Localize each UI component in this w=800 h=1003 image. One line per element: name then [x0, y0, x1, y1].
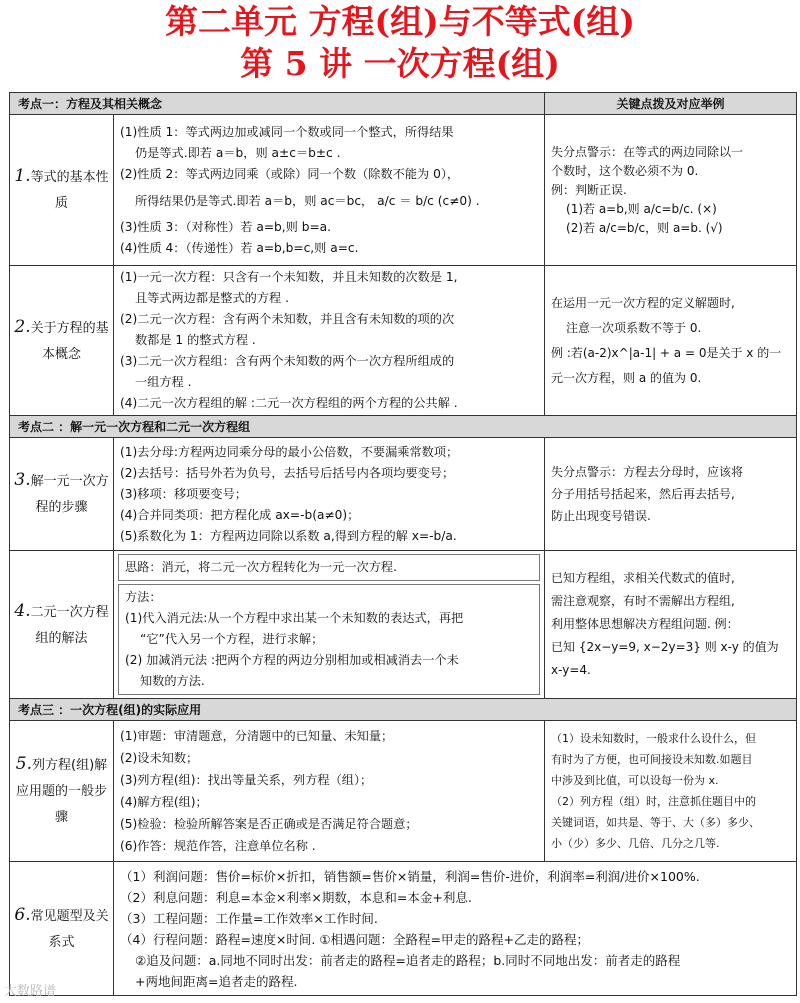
row-label-1: 1.等式的基本性质 — [10, 115, 114, 266]
row-content-5: (1)审题：审清题意，分清题中的已知量、未知量； (2)设未知数； (3)列方程(组)：找出等量关系，列方程（组）； (4)解方程(组)； (5)检验：检验所解答案是否正确或是否满足符合题意； (6)作答：规范作答，注意单位名称 . — [114, 721, 545, 862]
row-content-6: （1）利润问题：售价=标价×折扣，销售额=售价×销量，利润=售价-进价，利润率=利润/进价×100%. （2）利息问题：利息=本金×利率×期数，本息和=本金+利息. （3）工程问题：工作量=工作效率×工作时间. （4）行程问题：路程=速度×时间. ①相遇问题：全路程=甲走的路程+乙走的路程； ②追及问题：a.同地不同时出发：前者走的路程=追者走的路程；b.同时不同地出发：前者走的路程 +两地间距离=追者走的路程. — [114, 862, 797, 996]
row-note-1: 失分点警示：在等式的两边同除以一 个数时，这个数必须不为 0. 例：判断正误. (1)若 a=b,则 a/c=b/c. (×) (2)若 a/c=b/c，则 a=b. (√) — [545, 115, 797, 266]
row-content-3: (1)去分母:方程两边同乘分母的最小公倍数，不要漏乘常数项； (2)去括号：括号外若为负号，去括号后括号内各项均要变号； (3)移项：移项要变号； (4)合并同类项：把方程化成 ax=-b(a≠0)； (5)系数化为 1：方程两边同除以系数 a,得到方程的解 x=-b/a. — [114, 438, 545, 551]
row-content-1: (1)性质 1：等式两边加或减同一个数或同一个整式，所得结果 仍是等式.即若 a＝b，则 a±c＝b±c . (2)性质 2：等式两边同乘（或除）同一个数（除数不能为 0）， 所得结果仍是等式.即若 a＝b，则 ac＝bc， a/c ＝ b/c (c≠0) . (3)性质 3：（对称性）若 a=b,则 b=a. (4)性质 4：（传递性）若 a=b,b=c,则 a=c. — [114, 115, 545, 266]
row-note-2: 在运用一元一次方程的定义解题时, 注意一次项系数不等于 0. 例 :若(a-2)x^|a-1| + a = 0是关于 x 的一 元一次方程，则 a 的值为 0. — [545, 266, 797, 416]
lesson-title: 第 5 讲 一次方程(组) — [240, 44, 560, 83]
row-label-5: 5.列方程(组)解应用题的一般步骤 — [10, 721, 114, 862]
right-column-header: 关键点拨及对应举例 — [545, 93, 797, 115]
row-label-4: 4.二元一次方程组的解法 — [10, 551, 114, 699]
row-label-2: 2.关于方程的基本概念 — [10, 266, 114, 416]
solution-method-box: 方法： (1)代入消元法:从一个方程中求出某一个未知数的表达式，再把 “它”代入另一个方程，进行求解； (2) 加减消元法 :把两个方程的两边分别相加或相减消去一个未 知数的方法. — [118, 584, 540, 695]
watermark: 大数路谱 — [4, 984, 57, 999]
row-label-6: 6.常见题型及关系式 — [10, 862, 114, 996]
row-note-5: （1）设未知数时，一般求什么设什么，但 有时为了方便，也可间接设未知数.如题目 中涉及到比值，可以设每一份为 x. （2）列方程（组）时，注意抓住题目中的 关键词语，如共是、等于、大（多）多少、 小（少）多少、几倍、几分之几等. — [545, 721, 797, 862]
row-content-2: (1)一元一次方程：只含有一个未知数，并且未知数的次数是 1, 且等式两边都是整式的方程 . (2)二元一次方程：含有两个未知数，并且含有未知数的项的次 数都是 1 的整式方程 . (3)二元一次方程组：含有两个未知数的两个一次方程所组成的 一组方程 . (4)二元一次方程组的解 :二元一次方程组的两个方程的公共解 . — [114, 266, 545, 416]
row-label-3: 3.解一元一次方程的步骤 — [10, 438, 114, 551]
unit-title: 第二单元 方程(组)与不等式(组) — [165, 2, 635, 41]
section-header-3: 考点三 ：一次方程(组)的实际应用 — [10, 699, 797, 721]
section-header-1: 考点一：方程及其相关概念 — [10, 93, 545, 115]
section-header-2: 考点二 ：解一元一次方程和二元一次方程组 — [10, 416, 797, 438]
row-note-3: 失分点警示：方程去分母时，应该将 分子用括号括起来，然后再去括号, 防止出现变号错误. — [545, 438, 797, 551]
row-note-4: 已知方程组，求相关代数式的值时, 需注意观察，有时不需解出方程组, 利用整体思想解决方程组问题. 例： 已知 {2x−y=9, x−2y=3} 则 x-y 的值为 x-y=4. — [545, 551, 797, 699]
knowledge-table — [9, 92, 797, 996]
solution-idea-box: 思路：消元，将二元一次方程转化为一元一次方程. — [118, 554, 540, 581]
row-content-4 — [114, 551, 545, 699]
